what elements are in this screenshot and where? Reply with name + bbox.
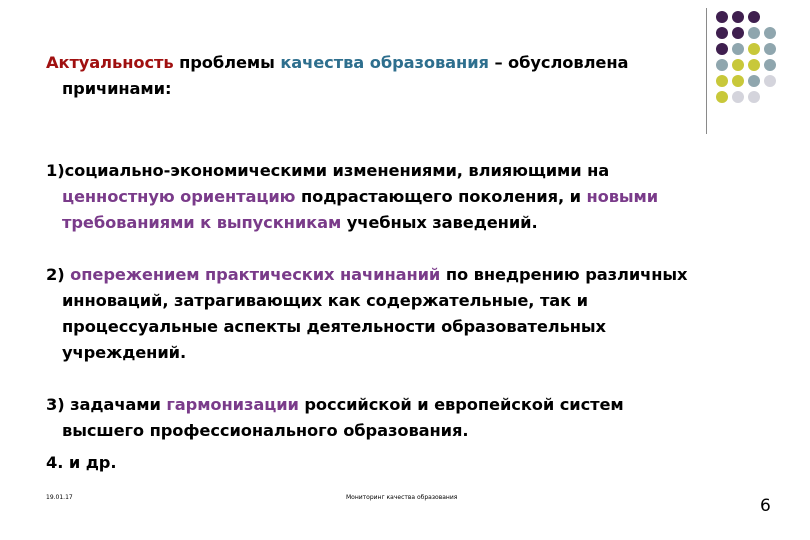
decor-dot xyxy=(716,27,728,39)
list-item-4 xyxy=(46,450,706,476)
heading-paragraph xyxy=(46,50,706,102)
footer-title: Мониторинг качества образования xyxy=(346,494,458,501)
decor-dot-grid xyxy=(716,11,806,121)
decor-dot xyxy=(732,91,744,103)
highlight-term: новыми требованиями к выпускникам xyxy=(62,187,659,232)
highlight-term: ценностную ориентацию xyxy=(62,187,296,206)
decor-dot xyxy=(732,27,744,39)
list-item-text: подрастающего поколения, и xyxy=(295,187,587,206)
page-number: 6 xyxy=(760,496,771,516)
decor-dot xyxy=(716,59,728,71)
list-item-text: учебных заведений. xyxy=(341,213,538,232)
decor-vertical-line xyxy=(706,8,707,134)
highlight-term: опережением практических начинаний xyxy=(70,265,441,284)
list-item-3 xyxy=(46,392,706,444)
list-item-text: 4. и др. xyxy=(46,453,117,472)
heading-text: – обусловлена причинами: xyxy=(62,53,629,98)
decor-dot xyxy=(764,27,776,39)
list-item-text: по внедрению различных инноваций, затрагивающих как содержательные, так и процессуальные аспекты деятельности образовательных учреждений. xyxy=(62,265,688,362)
decor-dot xyxy=(748,75,760,87)
list-item-text: российской и европейской систем высшего профессионального образования. xyxy=(62,395,624,440)
slide-content xyxy=(46,50,706,476)
decor-dot xyxy=(732,59,744,71)
decor-dot xyxy=(748,11,760,23)
highlight-term: гармонизации xyxy=(166,395,299,414)
decor-dot xyxy=(748,91,760,103)
heading-term: Актуальность xyxy=(46,53,174,72)
heading-term: качества образования xyxy=(280,53,489,72)
list-item-1 xyxy=(46,158,706,236)
list-item-text: 2) xyxy=(46,265,71,284)
decor-dot xyxy=(716,91,728,103)
list-item-text: 3) задачами xyxy=(46,395,167,414)
decor-dot xyxy=(748,27,760,39)
decor-dot xyxy=(764,43,776,55)
decor-dot xyxy=(732,43,744,55)
footer-date: 19.01.17 xyxy=(46,494,73,501)
decor-dot xyxy=(716,11,728,23)
heading-text: проблемы xyxy=(173,53,281,72)
decor-dot xyxy=(764,75,776,87)
decor-dot xyxy=(748,43,760,55)
list-item-2 xyxy=(46,262,706,366)
decor-dot xyxy=(748,59,760,71)
decor-dot xyxy=(732,75,744,87)
decor-dot xyxy=(764,59,776,71)
decor-dot xyxy=(716,75,728,87)
decor-dot xyxy=(732,11,744,23)
decor-dot xyxy=(716,43,728,55)
list-item-text: 1)социально-экономическими изменениями, влияющими на xyxy=(46,161,610,180)
